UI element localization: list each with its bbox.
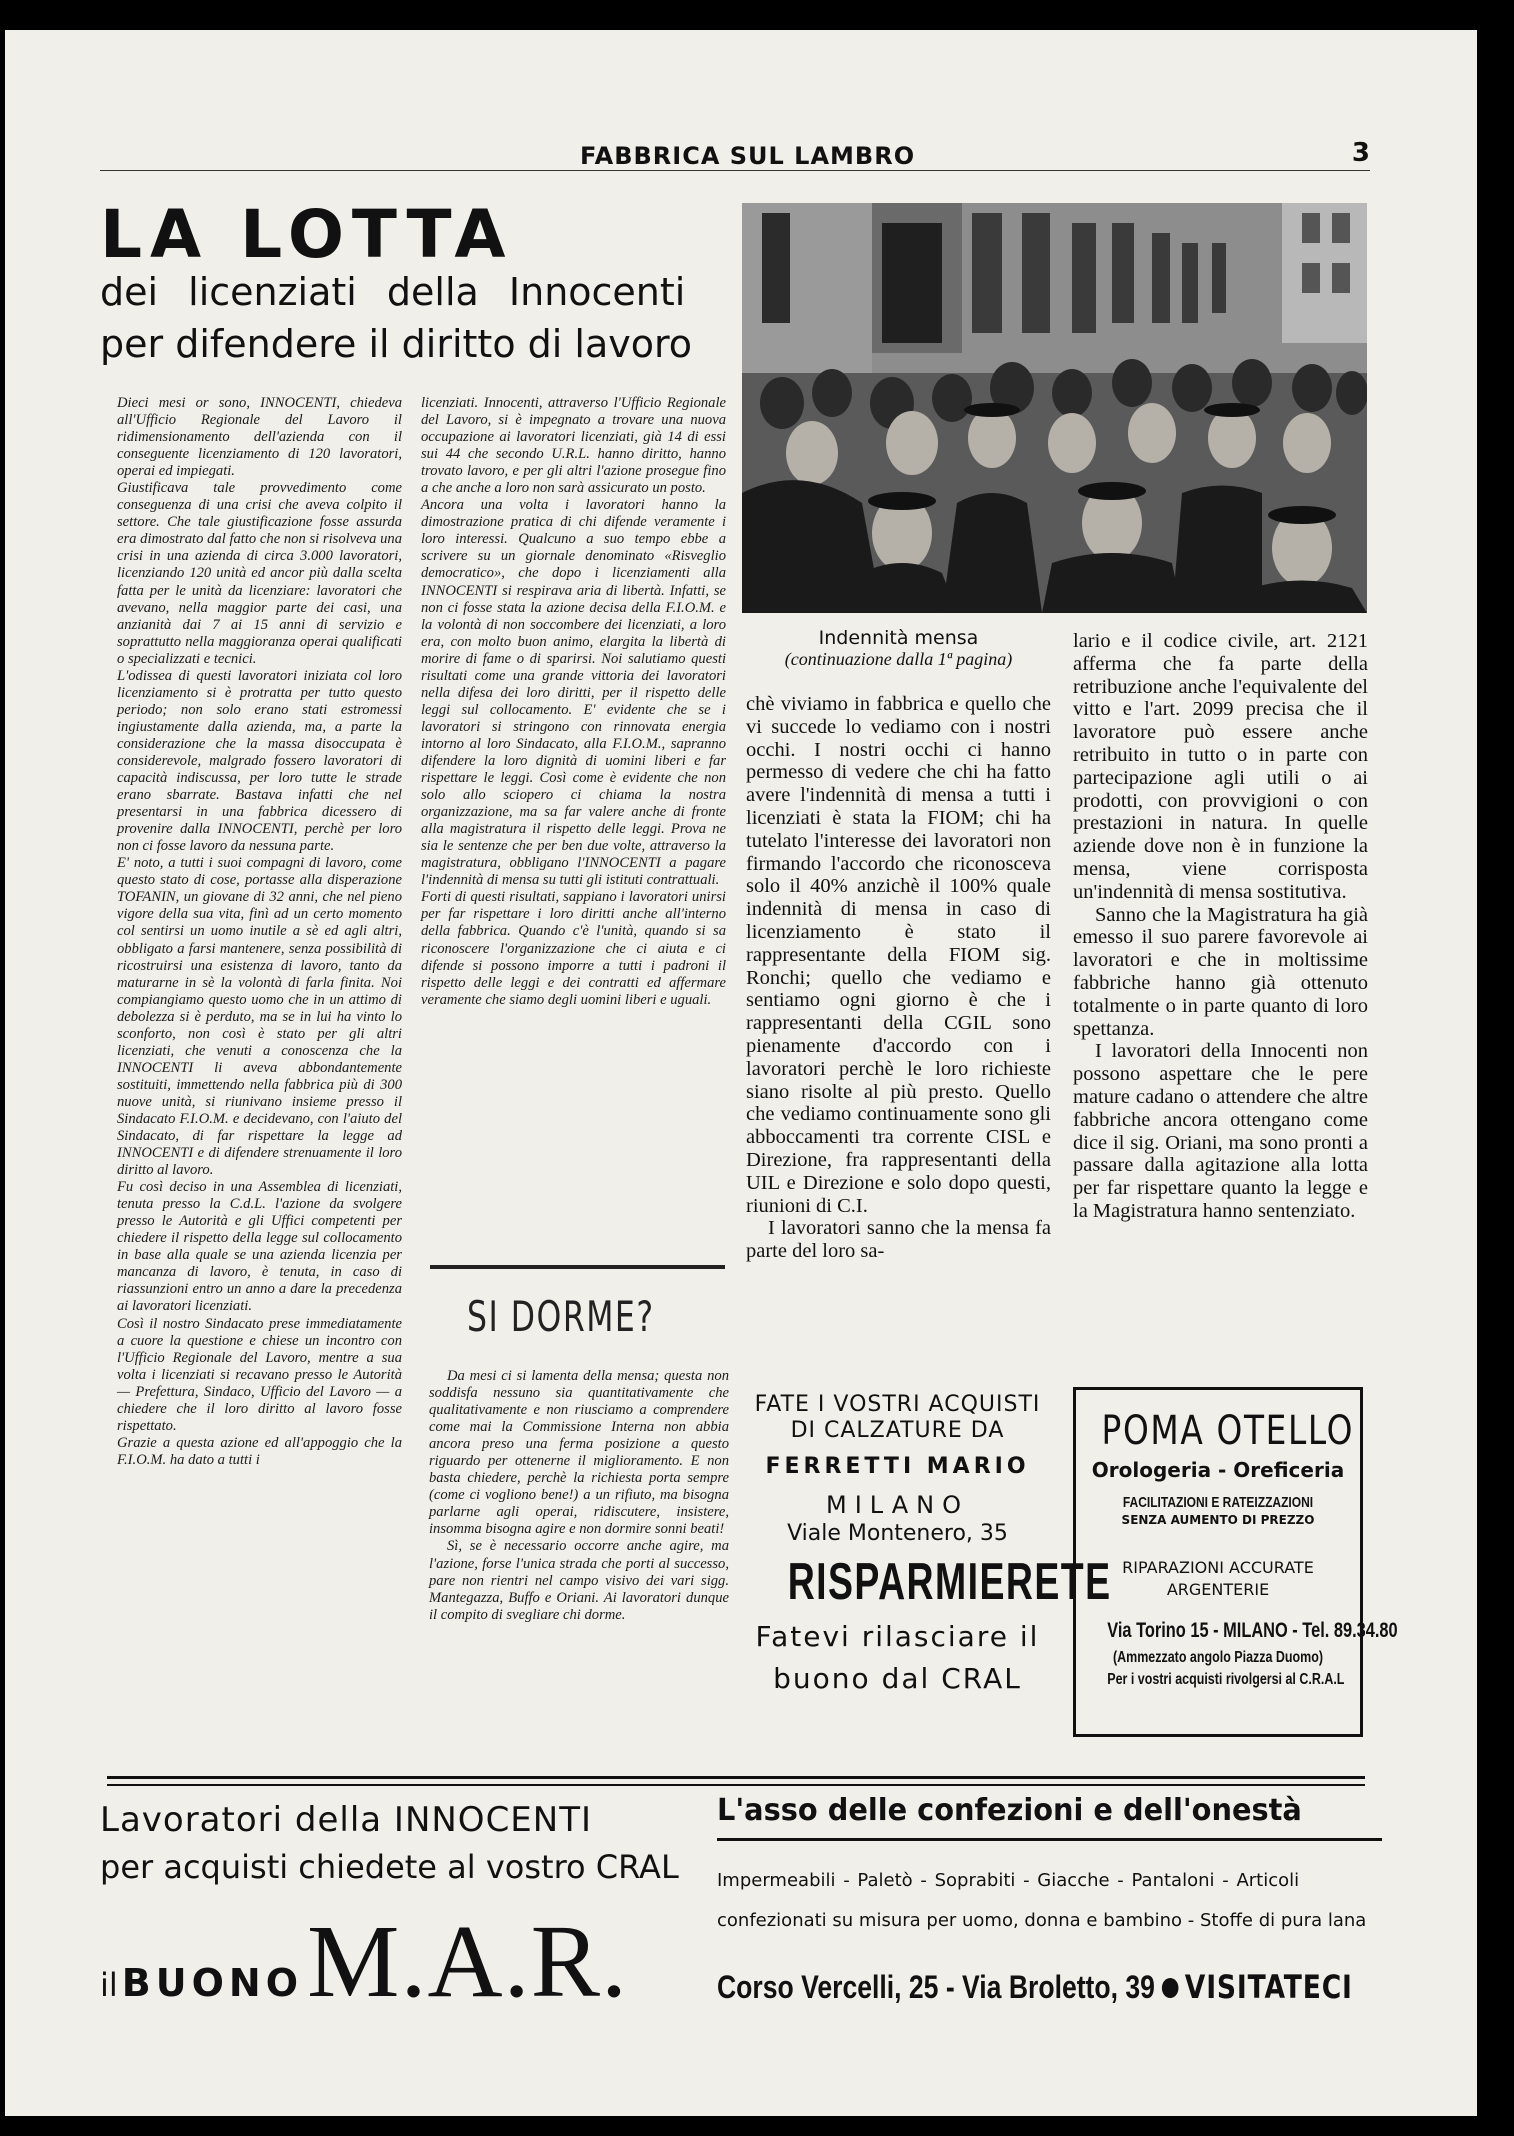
ad-trade: Orologeria - Oreficeria <box>1091 1458 1345 1482</box>
ad-shop-name: FERRETTI MARIO <box>765 1454 1030 1479</box>
mar-logo: M.A.R. <box>307 1904 628 2019</box>
indennita-column-1 <box>746 693 1051 1263</box>
ad-line: DI CALZATURE DA <box>790 1418 1005 1443</box>
poma-otello-advertisement <box>1073 1387 1398 1737</box>
cral-ad-line-3 <box>100 1902 628 2022</box>
ad-line: ARGENTERIE <box>1166 1580 1270 1599</box>
ad-note: (Ammezzato angolo Piazza Duomo) <box>1112 1649 1324 1666</box>
article-headline: LA LOTTA <box>100 196 514 273</box>
ad-slogan: RISPARMIERETE <box>787 1553 1112 1611</box>
ad-line: Fatevi rilasciare il <box>755 1620 1040 1653</box>
paragraph: licenziati. Innocenti, attraverso l'Ufficio Regionale del Lavoro, si è impegnato a trovare una nuova occupazione ai lavoratori licenziati, già 14 di essi sui 44 che secondo U.R.L. hanno diritto, hanno trovato lavoro, e per gli altri l'azione prosegue fino a che anche a loro non sarà assicurato un posto. <box>421 395 726 497</box>
ferretti-advertisement <box>745 1392 1112 1742</box>
indennita-subtitle: (continuazione dalla 1ª pagina) <box>784 649 1013 669</box>
cral-ad-line-1: Lavoratori della INNOCENTI <box>100 1800 593 1840</box>
ad-line: FACILITAZIONI E RATEIZZAZIONI <box>1122 1494 1314 1511</box>
ad-line: Per i vostri acquisti rivolgersi al C.R.A.L <box>1107 1671 1345 1688</box>
cral-ad-line-2: per acquisti chiedete al vostro CRAL <box>100 1848 679 1886</box>
paragraph: I lavoratori sanno che la mensa fa parte del loro sa- <box>746 1217 1051 1263</box>
ad-address: Via Torino 15 - MILANO - Tel. 89.34.80 <box>1107 1619 1398 1642</box>
ad-city: MILANO <box>826 1491 969 1519</box>
paragraph: chè viviamo in fabbrica e quello che vi succede lo vediamo con i nostri occhi. I nostri occhi ci hanno permesso di vedere che chi ha fatto avere l'indennità di mensa a tutti i licenziati è stata la FIOM; chi ha tutelato l'interesse dei lavoratori non firmando l'accordo che riconosceva solo il 40% anzichè il 100% quale indennità di mensa in caso di licenziamento è stato il rappresentante della FIOM sig. Ronchi; quello che vediamo e sentiamo ogni giorno è che i rappresentanti della CGIL sono pienamente d'accordo con i lavoratori perchè le loro richieste siano risolte al più presto. Quello che vediamo continuamente sono gli abboccamenti tra corrente CISL e Direzione, fra rappresentanti della UIL e Direzione e solo dopo questi, riunioni di C.I. <box>746 693 1051 1217</box>
ad-line: FATE I VOSTRI ACQUISTI <box>754 1392 1041 1417</box>
paragraph: Forti di questi risultati, sappiano i lavoratori unirsi per far rispettare i loro diritti anche all'interno della fabbrica. Quando c'è l'unità, quando si sa riconoscere l'organizzazione che ci aiuta e ci difende si possono imporre a tutti i padroni il rispetto delle leggi e dei contratti ed affermare veramente che siamo degli uomini liberi e uguali. <box>421 889 726 1008</box>
cral-ad-buono: BUONO <box>121 1961 304 2005</box>
confezioni-ad-address-line <box>717 1968 1353 2006</box>
page-header <box>100 120 1370 171</box>
bullet-icon <box>1162 1978 1179 1998</box>
ad-line: RIPARAZIONI ACCURATE <box>1122 1558 1314 1577</box>
paragraph: Grazie a questa azione ed all'appoggio che la F.I.O.M. ha dato a tutti i <box>117 1434 402 1468</box>
indennita-column-2 <box>1073 630 1368 1223</box>
si-dorme-body <box>429 1368 729 1624</box>
article-column-2 <box>421 395 726 1009</box>
paragraph: L'odissea di questi lavoratori iniziata col loro licenziamento si è protratta per tutto questo periodo; non solo erano stati estromessi ingiustamente dalla azienda, ma, a parte la considerazione che la massa disoccupata è considerevole, malgrado fossero lavoratori di capacità indiscussa, per loro tutte le strade erano sbarrate. Bastava infatti che nel presentarsi in una fabbrica dicessero di provenire dalla INNOCENTI, perchè per loro non ci fosse lavoro da nessuna parte. <box>117 667 402 855</box>
paragraph: Sì, se è necessario occorre anche agire, ma l'azione, forse l'unica strada che porti al successo, pare non rientri nel campo visivo dei vari sigg. Mantegazza, Buffo e Oriani. Ai lavoratori dunque il compito di svegliare chi dorme. <box>429 1538 729 1623</box>
bottom-divider <box>107 1784 1365 1786</box>
paragraph: Così il nostro Sindacato prese immediatamente a cuore la questione e chiese un incontro con l'Ufficio Regionale del Lavoro, mentre a sua volta i licenziati si recavano presso le Autorità — Prefettura, Sindaco, Ufficio del Lavoro — a chiedere che il loro diritto al lavoro fosse rispettato. <box>117 1315 402 1434</box>
paragraph: Fu così deciso in una Assemblea di licenziati, tenuta presso la C.d.L. l'azione da svolgere presso le Autorità e gli Uffici competenti per chiedere il rispetto della legge sul collocamento in base alla quale se una azienda licenzia per mancanza di lavoro, è tenuta, in caso di riassunzioni entro un anno a dare la precedenza ai lavoratori licenziati. <box>117 1179 402 1315</box>
confezioni-ad-address: Corso Vercelli, 25 - Via Broletto, 39 <box>717 1969 1155 2005</box>
indennita-title: Indennità mensa <box>818 627 979 649</box>
bottom-divider <box>107 1776 1365 1779</box>
article-subtitle-1: dei licenziati della Innocenti <box>100 270 686 314</box>
paragraph: I lavoratori della Innocenti non possono aspettare che le pere mature cadano o attendere che altre fabbriche ancora ottengano come dice il sig. Oriani, ma sono pronti a passare dalla agitazione alla lotta per far rispettare quanto la legge e la Magistratura hanno sentenziato. <box>1073 1040 1368 1222</box>
paragraph: Ancora una volta i lavoratori hanno la dimostrazione pratica di chi difende veramente i loro interessi. Qualcuno a suo tempo ebbe a scrivere su un giornale denominato «Risveglio democratico», che dopo i licenziamenti alla INNOCENTI si respirava aria di libertà. Infatti, se non ci fosse stata la azione decisa della F.I.O.M. e la volontà di non soccombere dei licenziati, a loro era, con molto buon animo, elargita la libertà di morire di fame o di sparirsi. Noi salutiamo questi risultati come una grande vittoria dei lavoratori nella difesa dei loro diritti, per il rispetto delle leggi sul collocamento. E' evidente che se i lavoratori si stringono con rinnovata energia intorno al loro Sindacato, alla F.I.O.M., sapranno difendere la loro dignità di uomini liberi e far rispettare le leggi. Così come è evidente che non solo allo sciopero ci chiama la nostra organizzazione, ma sa far valere anche di fronte alla magistratura il rispetto delle leggi. Prova ne sia le sentenze che per ben due volte, attraverso la magistratura, obbligano l'INNOCENTI a pagare l'indennità di mensa su tutti gli istituti contrattuali. <box>421 497 726 889</box>
confezioni-ad-visit: VISITATECI <box>1184 1968 1353 2006</box>
confezioni-ad-title: L'asso delle confezioni e dell'onestà <box>717 1793 1302 1828</box>
paragraph: Sanno che la Magistratura ha già emesso il suo parere favorevole ai lavoratori e che in moltissime fabbriche hanno già ottenuto totalmente o in parte quanto di loro spettanza. <box>1073 903 1368 1040</box>
si-dorme-title: SI DORME? <box>467 1292 655 1341</box>
ad-line: buono dal CRAL <box>773 1662 1022 1695</box>
paragraph: Da mesi ci si lamenta della mensa; questa non soddisfa nessuno sia quantitativamente che qualitativamente e non riusciamo a comprendere come mai la Commissione Interna non abbia ancora preso una ferma posizione a questo riguardo per ottenerne il miglioramento. E non basta chiedere, perchè la richiesta porta sempre (come ci vogliono bene!) a un rifiuto, ma bisogna parlarne agli operai, ridiscutere, insistere, insomma bisogna agire e non dormire sonni beati! <box>429 1368 729 1538</box>
confezioni-ad-line-2: Impermeabili - Paletò - Soprabiti - Giacche - Pantaloni - Articoli <box>717 1870 1300 1891</box>
page-number: 3 <box>1351 138 1370 168</box>
confezioni-divider <box>717 1838 1382 1841</box>
paragraph: Giustificava tale provvedimento come conseguenza di una crisi che aveva colpito il settore. Che tale giustificazione fosse assurda era dimostrato dal fatto che non si risolveva una crisi in una azienda di circa 3.000 lavoratori, licenziando 120 unità ed ancor più dalla scelta fatta per le unità da licenziare: lavoratori che avevano, nella maggior parte dei casi, una anzianità dai 7 ai 15 anni di servizio e soprattutto nella maggioranza operai qualificati o specializzati e tecnici. <box>117 480 402 667</box>
cral-ad-il: il <box>100 1966 118 2004</box>
ad-line: SENZA AUMENTO DI PREZZO <box>1121 1513 1315 1527</box>
newspaper-title: FABBRICA SUL LAMBRO <box>580 142 916 170</box>
newspaper-page <box>5 30 1477 2116</box>
confezioni-ad-line-3: confezionati su misura per uomo, donna e bambino - Stoffe di pura lana <box>717 1910 1367 1931</box>
ad-address: Viale Montenero, 35 <box>787 1521 1008 1546</box>
article-subtitle-2: per difendere il diritto di lavoro <box>100 322 693 366</box>
ad-shop-name: POMA OTELLO <box>1101 1408 1355 1454</box>
ad-line <box>1076 1557 1360 1601</box>
article-column-1 <box>117 395 402 1469</box>
photo-illustration <box>742 203 1367 613</box>
crowd-of-workers-photo <box>742 203 1367 613</box>
paragraph: lario e il codice civile, art. 2121 afferma che fa parte della retribuzione anche l'equivalente del vitto e l'art. 2099 precisa che il lavoratore può essere anche retribuito in tutto o in parte con partecipazione agli utili o ai prodotti, con provvigioni o con prestazioni in natura. In quelle aziende dove non è in funzione la mensa, viene corrisposta un'indennità di mensa sostitutiva. <box>1073 630 1368 903</box>
paragraph: Dieci mesi or sono, INNOCENTI, chiedeva all'Ufficio Regionale del Lavoro il ridimensionamento dell'azienda con il conseguente licenziamento di 120 lavoratori, operai ed impiegati. <box>117 395 402 480</box>
paragraph: E' noto, a tutti i suoi compagni di lavoro, come questo stato di cose, portasse alla disperazione TOFANIN, un giovane di 32 anni, che nel pieno vigore della sua vita, finì ad un certo momento col sentirsi un uomo inutile a sè ed agli altri, obbligato a farsi mantenere, senza possibilità di ricostruirsi una esistenza di lavoro, tanto da maturarne in sè la volontà di farla finita. Noi compiangiamo questo uomo che in un attimo di debolezza si è perduto, ma se in lui ha vinto lo sconforto, non così è stato per gli altri licenziati, che venuti a conoscenza che la INNOCENTI li aveva abbondantemente sostituiti, immettendo nella fabbrica più di 300 nuove unità, si riunivano insieme presso il Sindacato F.I.O.M. e decidevano, con l'aiuto del Sindacato, di far rispettare la legge ad INNOCENTI e di difendere strenuamente il loro diritto al lavoro. <box>117 855 402 1179</box>
section-divider <box>430 1265 725 1269</box>
